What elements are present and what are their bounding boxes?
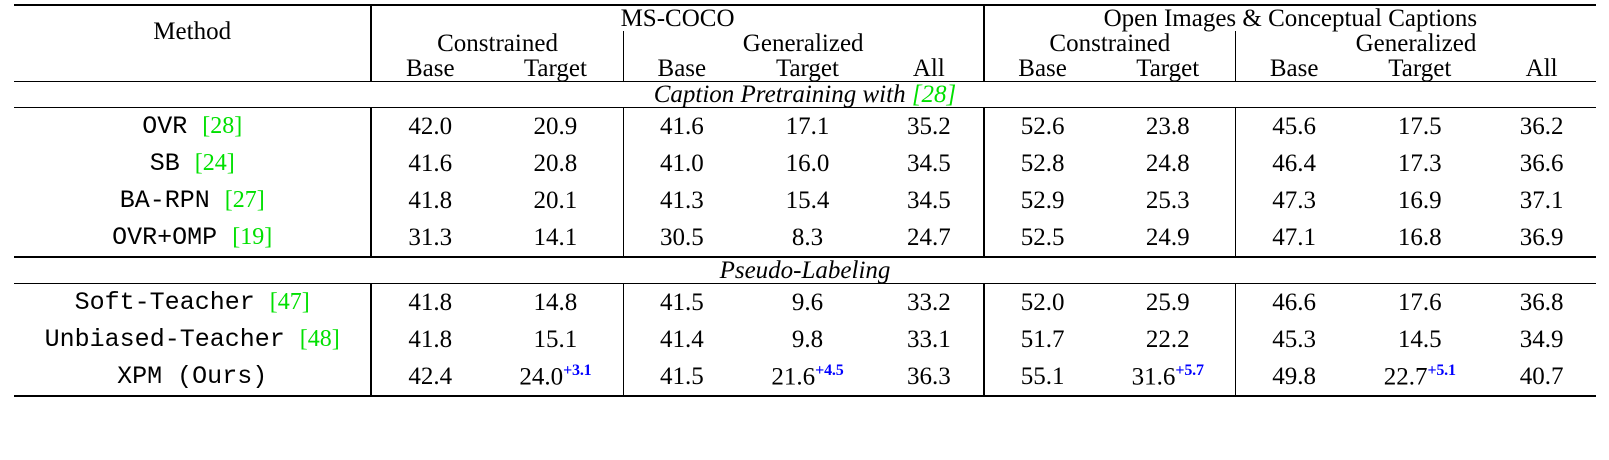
col-header-coco-con-target: Target (488, 56, 623, 82)
cell-value: 20.9 (533, 113, 578, 140)
group-header-row (14, 5, 1596, 31)
cell-value: 31.3 (371, 219, 488, 257)
cell-value: 20.1 (533, 187, 578, 214)
section-title-pseudo-labeling: Pseudo-Labeling (14, 257, 1596, 284)
cell-value: 40.7 (1487, 358, 1596, 396)
cell-value: 36.2 (1519, 113, 1564, 140)
results-table (14, 4, 1596, 397)
group-header-openimages: Open Images & Conceptual Captions (984, 5, 1596, 31)
col-header-coco-con-base: Base (371, 56, 488, 82)
cell-value: 37.1 (1519, 187, 1564, 214)
col-header-oi-gen-target: Target (1352, 56, 1487, 82)
section-title-row (14, 257, 1596, 284)
cell-value: 55.1 (984, 358, 1101, 396)
cell-value: 41.3 (623, 182, 740, 219)
cell-value: 49.8 (1235, 358, 1352, 396)
cell-value: 35.2 (906, 113, 951, 140)
cell-value: 14.8 (533, 289, 578, 316)
row-label-ba-rpn: BA-RPN [27] (119, 186, 265, 215)
table-row (14, 145, 1596, 182)
row-label-unbiased-teacher: Unbiased-Teacher [48] (44, 325, 340, 354)
cell-value: 33.2 (906, 289, 951, 316)
cell-value: 20.8 (533, 150, 578, 177)
cell-value: 36.6 (1519, 150, 1564, 177)
cell-value: 41.0 (623, 145, 740, 182)
cell-value-with-delta: $24.0^{+3.1}$ (488, 358, 623, 396)
cell-value: 36.8 (1519, 289, 1564, 316)
cell-value: 52.5 (984, 219, 1101, 257)
cell-value: 52.6 (984, 108, 1101, 146)
cell-value: 45.6 (1235, 108, 1352, 146)
cell-value: 23.8 (1145, 113, 1190, 140)
cell-value: 36.3 (875, 358, 984, 396)
column-header-row (14, 56, 1596, 82)
row-label-ovr: OVR [28] (142, 112, 243, 141)
col-header-oi-gen-all: All (1487, 56, 1596, 82)
row-label-xpm-ours: XPM (Ours) (14, 358, 371, 396)
cell-value: 24.7 (875, 219, 984, 257)
spacer-cell (14, 56, 371, 82)
cell-value: 24.8 (1145, 150, 1190, 177)
cell-value: 34.9 (1519, 326, 1564, 353)
col-header-coco-gen-base: Base (623, 56, 740, 82)
cell-value: 25.3 (1145, 187, 1190, 214)
group-header-mscoco: MS-COCO (371, 5, 983, 31)
cell-value: 45.3 (1235, 321, 1352, 358)
cell-value: 41.6 (623, 108, 740, 146)
cell-value: 25.9 (1145, 289, 1190, 316)
table-row (14, 182, 1596, 219)
cell-value: 17.6 (1397, 289, 1442, 316)
cell-value: 47.1 (1235, 219, 1352, 257)
cell-value: 14.5 (1397, 326, 1442, 353)
cell-value: 17.5 (1397, 113, 1442, 140)
cell-value: 41.5 (623, 358, 740, 396)
col-header-oi-con-target: Target (1100, 56, 1235, 82)
cell-value: 16.0 (785, 150, 830, 177)
cell-value: 42.4 (371, 358, 488, 396)
cell-value: 51.7 (984, 321, 1101, 358)
cell-value: 47.3 (1235, 182, 1352, 219)
cell-value: 42.0 (371, 108, 488, 146)
cell-value: 46.6 (1235, 284, 1352, 322)
row-label-soft-teacher: Soft-Teacher [47] (74, 288, 310, 317)
subgroup-coco-generalized: Generalized (623, 31, 984, 56)
table-row (14, 358, 1596, 396)
cell-value-with-delta: $31.6^{+5.7}$ (1100, 358, 1235, 396)
cell-value: 16.9 (1397, 187, 1442, 214)
cell-value: 34.5 (906, 187, 951, 214)
cell-value-with-delta: $22.7^{+5.1}$ (1352, 358, 1487, 396)
section-title-row (14, 82, 1596, 108)
cell-value: 16.8 (1352, 219, 1487, 257)
subgroup-oi-constrained: Constrained (984, 31, 1236, 56)
cell-value: 41.4 (623, 321, 740, 358)
subgroup-oi-generalized: Generalized (1235, 31, 1596, 56)
cell-value: 8.3 (740, 219, 875, 257)
cell-value: 33.1 (906, 326, 951, 353)
cell-value: 17.3 (1397, 150, 1442, 177)
table-row (14, 219, 1596, 257)
col-header-coco-gen-all: All (875, 56, 984, 82)
cell-value: 52.0 (984, 284, 1101, 322)
cell-value-with-delta: $21.6^{+4.5}$ (740, 358, 875, 396)
cell-value: 41.6 (371, 145, 488, 182)
cell-value: 15.1 (533, 326, 578, 353)
table-row (14, 284, 1596, 322)
cell-value: 22.2 (1145, 326, 1190, 353)
row-label-ovr-omp: OVR+OMP [19] (14, 219, 371, 257)
cell-value: 41.5 (623, 284, 740, 322)
cell-value: 15.4 (785, 187, 830, 214)
col-header-oi-gen-base: Base (1235, 56, 1352, 82)
table-row (14, 108, 1596, 146)
section-title-caption-pretraining: Caption Pretraining with [28] (14, 82, 1596, 108)
cell-value: 52.9 (984, 182, 1101, 219)
col-header-oi-con-base: Base (984, 56, 1101, 82)
table-row (14, 321, 1596, 358)
col-header-coco-gen-target: Target (740, 56, 875, 82)
cell-value: 17.1 (785, 113, 830, 140)
cell-value: 34.5 (906, 150, 951, 177)
cell-value: 9.8 (791, 326, 824, 353)
row-label-sb: SB [24] (149, 149, 235, 178)
cell-value: 14.1 (488, 219, 623, 257)
cell-value: 41.8 (371, 182, 488, 219)
cell-value: 41.8 (371, 321, 488, 358)
cell-value: 46.4 (1235, 145, 1352, 182)
method-header: Method (14, 5, 371, 56)
cell-value: 30.5 (623, 219, 740, 257)
cell-value: 9.6 (791, 289, 824, 316)
cell-value: 41.8 (371, 284, 488, 322)
cell-value: 36.9 (1487, 219, 1596, 257)
cell-value: 52.8 (984, 145, 1101, 182)
cell-value: 24.9 (1100, 219, 1235, 257)
subgroup-coco-constrained: Constrained (371, 31, 623, 56)
table-figure (0, 4, 1609, 460)
